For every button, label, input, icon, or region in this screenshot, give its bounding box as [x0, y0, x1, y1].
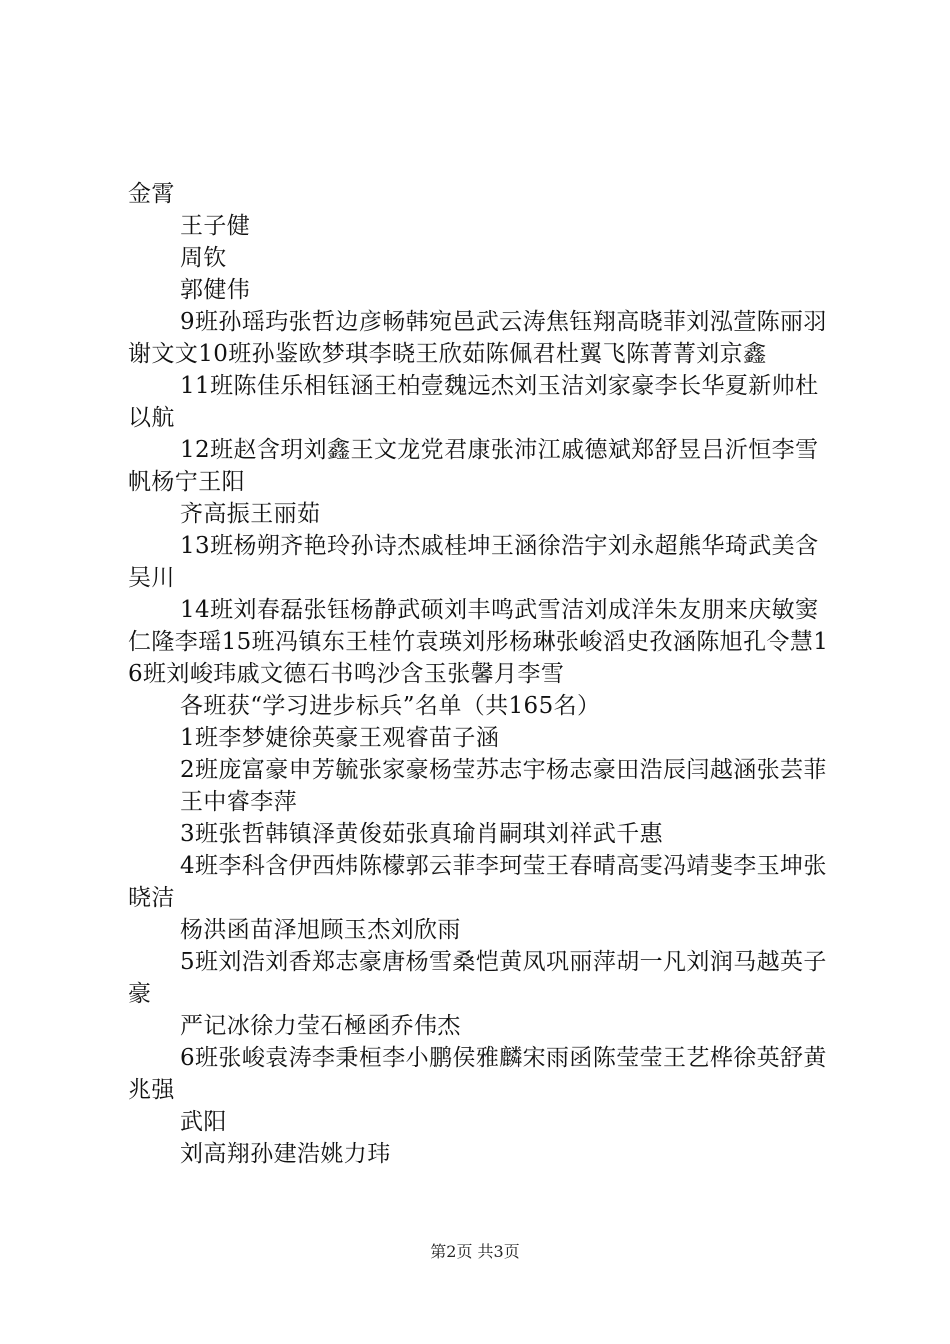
- paragraph: 5班刘浩刘香郑志豪唐杨雪桑恺黄凤巩丽萍胡一凡刘润马越英子豪: [128, 949, 827, 1007]
- paragraph: 13班杨朔齐艳玲孙诗杰戚桂坤王涵徐浩宇刘永超熊华琦武美含吴川: [128, 533, 819, 591]
- paragraph: 周钦: [180, 245, 227, 271]
- paragraph: 9班孙瑶玙张哲边彦畅韩宛邑武云涛焦钰翔高晓菲刘泓萱陈丽羽谢文文10班孙鉴欧梦琪李晓王欣茹陈佩君杜翼飞陈菁菁刘京鑫: [128, 309, 827, 367]
- paragraph: 郭健伟: [180, 277, 251, 303]
- page-footer: [0, 1242, 950, 1262]
- paragraph: 刘高翔孙建浩姚力玮: [180, 1141, 391, 1167]
- paragraph: 12班赵含玥刘鑫王文龙党君康张沛江戚德斌郑舒昱吕沂恒李雪帆杨宁王阳: [128, 437, 819, 495]
- document-body: [128, 178, 833, 1170]
- paragraph: 2班庞富豪申芳毓张家豪杨莹苏志宇杨志豪田浩辰闫越涵张芸菲: [180, 757, 827, 783]
- page-number-label: 第2页 共3页: [430, 1242, 520, 1261]
- paragraph: 金霄: [128, 181, 175, 207]
- paragraph: 1班李梦婕徐英豪王观睿苗子涵: [180, 725, 500, 751]
- section-heading: 各班获“学习进步标兵”名单（共165名）: [180, 693, 601, 719]
- paragraph: 严记冰徐力莹石極函乔伟杰: [180, 1013, 461, 1039]
- paragraph: 齐高振王丽茹: [180, 501, 321, 527]
- paragraph: 3班张哲韩镇泽黄俊茹张真瑜肖嗣琪刘祥武千惠: [180, 821, 664, 847]
- paragraph: 14班刘春磊张钰杨静武硕刘丰鸣武雪洁刘成洋朱友朋来庆敏窦仁隆李瑶15班冯镇东王桂竹袁瑛刘彤杨琳张峻滔史孜涵陈旭孔令慧16班刘峻玮戚文德石书鸣沙含玉张馨月李雪: [128, 597, 829, 687]
- paragraph: 4班李科含伊西炜陈檬郭云菲李珂莹王春晴高雯冯靖斐李玉坤张晓洁: [128, 853, 827, 911]
- paragraph: 6班张峻袁涛李秉桓李小鹏侯雅麟宋雨函陈莹莹王艺桦徐英舒黄兆强: [128, 1045, 827, 1103]
- paragraph: 武阳: [180, 1109, 227, 1135]
- paragraph: 王中睿李萍: [180, 789, 297, 815]
- paragraph: 11班陈佳乐相钰涵王柏壹魏远杰刘玉洁刘家豪李长华夏新帅杜以航: [128, 373, 819, 431]
- paragraph: 王子健: [180, 213, 251, 239]
- paragraph: 杨洪函苗泽旭顾玉杰刘欣雨: [180, 917, 461, 943]
